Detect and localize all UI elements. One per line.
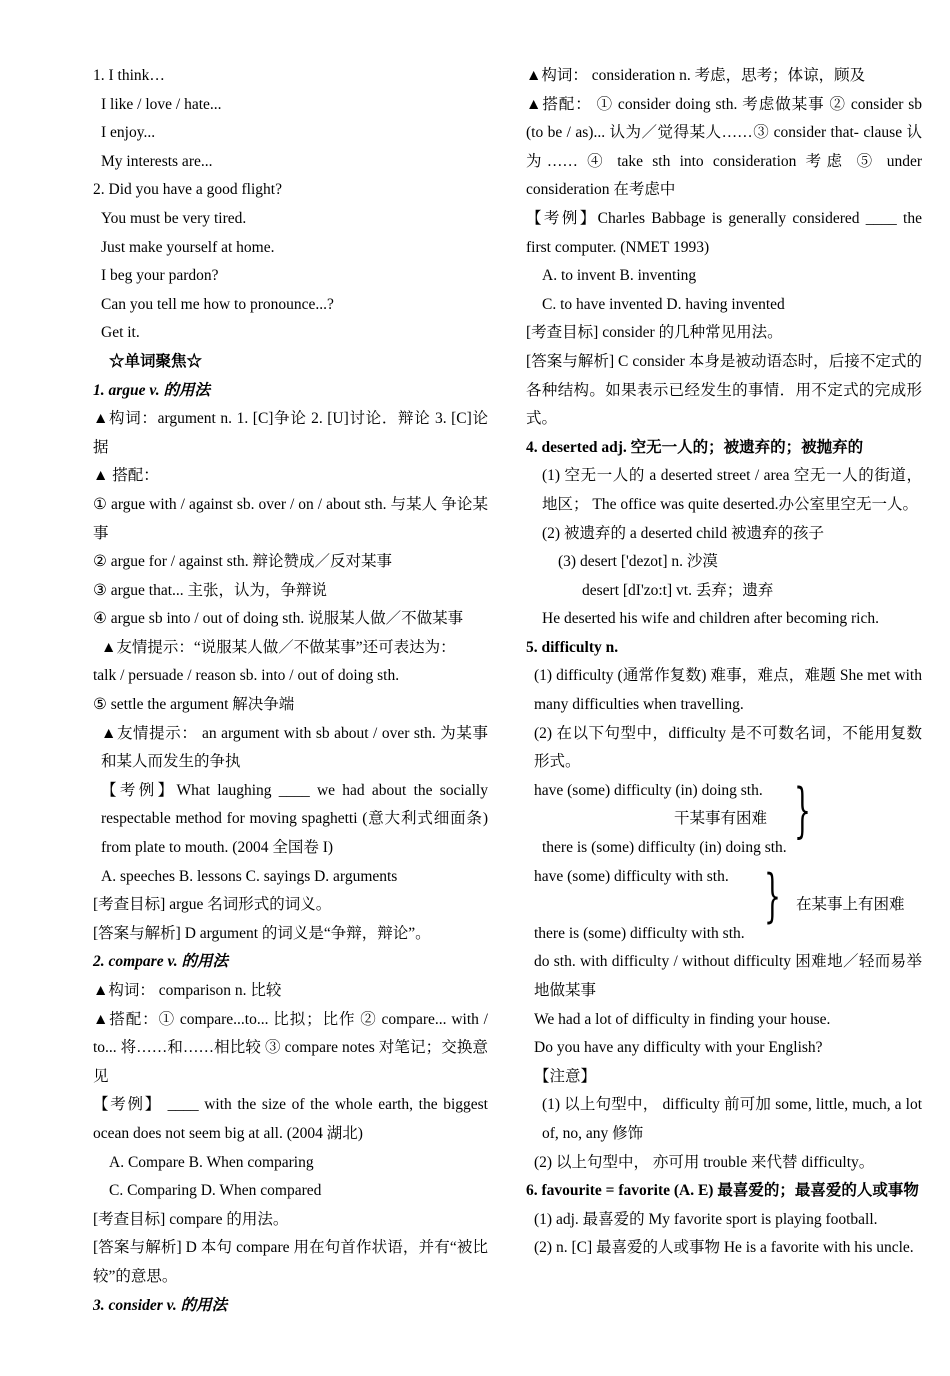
text-line: desert [dI'zo:t] vt. 丢弃；遗弃 [582,581,774,599]
pattern-line: have (some) difficulty (in) doing sth. [534,781,763,799]
pattern-line: have (some) difficulty with sth. [534,867,729,885]
text-line: A. Compare B. When comparing [109,1153,314,1171]
text-line: (3) desert ['dezot] n. 沙漠 [558,553,718,571]
text-line: ▲构词：argument n. 1. [C]争论 2. [U]讨论．辩论 3. [C]论据 [93,410,488,456]
text-line: 1. I think… [93,67,165,84]
right-brace-icon: } [764,862,781,929]
text-line: You must be very tired. [101,209,247,227]
text-line: 2. compare v. 的用法 [93,953,229,971]
text-line: ▲ 搭配： [93,467,159,485]
text-line: ☆单词聚焦☆ [109,352,203,370]
text-line: ▲构词： consideration n. 考虑，思考；体谅，顾及 [526,67,866,84]
text-line: 【考例】Charles Babbage is generally considered ____ the first computer. (NMET 1993) [526,209,922,256]
text-line: (2) 被遗弃的 a deserted child 被遗弃的孩子 [542,524,824,542]
text-line: A. to invent B. inventing [542,267,697,285]
text-line: (2) 在以下句型中，difficulty 是不可数名词，不能用复数形式。 [534,724,922,771]
text-line: ④ argue sb into / out of doing sth. 说服某人做／不做某事 [93,610,464,628]
text-line: [考查目标] argue 名词形式的词义。 [93,896,332,914]
right-bottom-section [526,948,922,1263]
text-line: (1) 以上句型中， difficulty 前可加 some, little, much, a lot of, no, any 修饰 [542,1096,922,1142]
pattern-meaning: 干某事有困难 [674,810,768,828]
text-line: ▲搭配：① compare...to... 比拟；比作 ② compare... with / to... 将……和……相比较 ③ compare notes 对笔记；交换意见 [93,1010,488,1085]
text-line: C. to have invented D. having invented [542,295,785,313]
text-line: ▲构词： comparison n. 比较 [93,982,282,999]
text-line: 【考例】 ____ with the size of the whole earth, the biggest ocean does not seem big at all. (2004 湖北) [93,1096,488,1142]
text-line: (2) 以上句型中， 亦可用 trouble 来代替 difficulty。 [534,1153,875,1171]
text-line: I like / love / hate... [101,95,222,113]
text-line: 5. difficulty n. [526,638,619,656]
text-line: 3. consider v. 的用法 [93,1296,228,1314]
difficulty-pattern-group-1 [526,777,922,863]
text-line: A. speeches B. lessons C. sayings D. arguments [101,867,398,885]
text-line: 【注意】 [534,1067,597,1085]
text-line: ⑤ settle the argument 解决争端 [93,696,295,714]
text-line: 1. argue v. 的用法 [93,381,210,399]
text-line: Do you have any difficulty with your English? [534,1039,823,1057]
pattern-line: there is (some) difficulty with sth. [534,924,745,942]
text-line: I beg your pardon? [101,267,219,285]
difficulty-pattern-group-2 [526,863,922,949]
text-line: I enjoy... [101,124,156,142]
text-line: [考查目标] compare 的用法。 [93,1210,289,1228]
text-line: Just make yourself at home. [101,238,275,256]
text-line: talk / persuade / reason sb. into / out of doing sth. [93,667,400,685]
right-brace-icon: } [794,776,811,845]
text-line: [答案与解析] D argument 的词义是“争辩，辩论”。 [93,924,431,942]
text-line: ▲友情提示：“说服某人做／不做某事”还可表达为： [101,638,456,656]
text-line: My interests are... [101,152,213,170]
text-line: ① argue with / against sb. over / on / about sth. 与某人 争论某事 [93,495,488,542]
pattern-meaning: 在某事上有困难 [796,896,905,914]
text-line: [考查目标] consider 的几种常见用法。 [526,324,783,342]
text-line: We had a lot of difficulty in finding your house. [534,1010,831,1028]
text-line: (1) 空无一人的 a deserted street / area 空无一人的街道，地区； The office was quite deserted.办公室里空无一人。 [542,467,922,513]
text-line: ▲搭配： ① consider doing sth. 考虑做某事 ② consider sb (to be / as)... 认为／觉得某人……③ consider that- clause 认为…… ④ take sth into consideration 考虑 ⑤ under consideration 在考虑中 [526,95,922,199]
text-line: (2) n. [C] 最喜爱的人或事物 He is a favorite with his uncle. [534,1239,914,1257]
text-line: 4. deserted adj. 空无一人的；被遗弃的；被抛弃的 [526,438,864,456]
left-column [93,62,488,1320]
text-line: (1) difficulty (通常作复数) 难事，难点，难题 She met with many difficulties when travelling. [534,667,922,714]
text-line: Get it. [101,324,140,342]
text-line: [答案与解析] D 本句 compare 用在句首作状语，并有“被比较”的意思。 [93,1239,488,1285]
text-line: do sth. with difficulty / without difficulty 困难地／轻而易举地做某事 [534,953,922,1000]
text-line: 【考例】What laughing ____ we had about the socially respectable method for moving spaghetti (意大利式细面条) from plate to mouth. (2004 全国卷 I) [101,781,488,857]
text-line: 2. Did you have a good flight? [93,181,282,199]
text-line: C. Comparing D. When compared [109,1182,322,1200]
text-line: ▲友情提示： an argument with sb about / over sth. 为某事和某人而发生的争执 [101,724,488,771]
pattern-line: there is (some) difficulty (in) doing sth. [542,839,787,857]
right-top-section [526,62,922,777]
text-line: 6. favourite = favorite (A. E) 最喜爱的；最喜爱的人或事物 [526,1182,919,1200]
text-line: He deserted his wife and children after becoming rich. [542,610,879,628]
text-line: ② argue for / against sth. 辩论赞成／反对某事 [93,553,393,571]
text-line: ③ argue that... 主张，认为，争辩说 [93,581,328,599]
right-column [526,62,922,1263]
text-line: Can you tell me how to pronounce...? [101,295,334,313]
text-line: (1) adj. 最喜爱的 My favorite sport is playing football. [534,1210,878,1228]
text-line: [答案与解析] C consider 本身是被动语态时，后接不定式的各种结构。如果表示已经发生的事情．用不定式的完成形式。 [526,352,922,428]
